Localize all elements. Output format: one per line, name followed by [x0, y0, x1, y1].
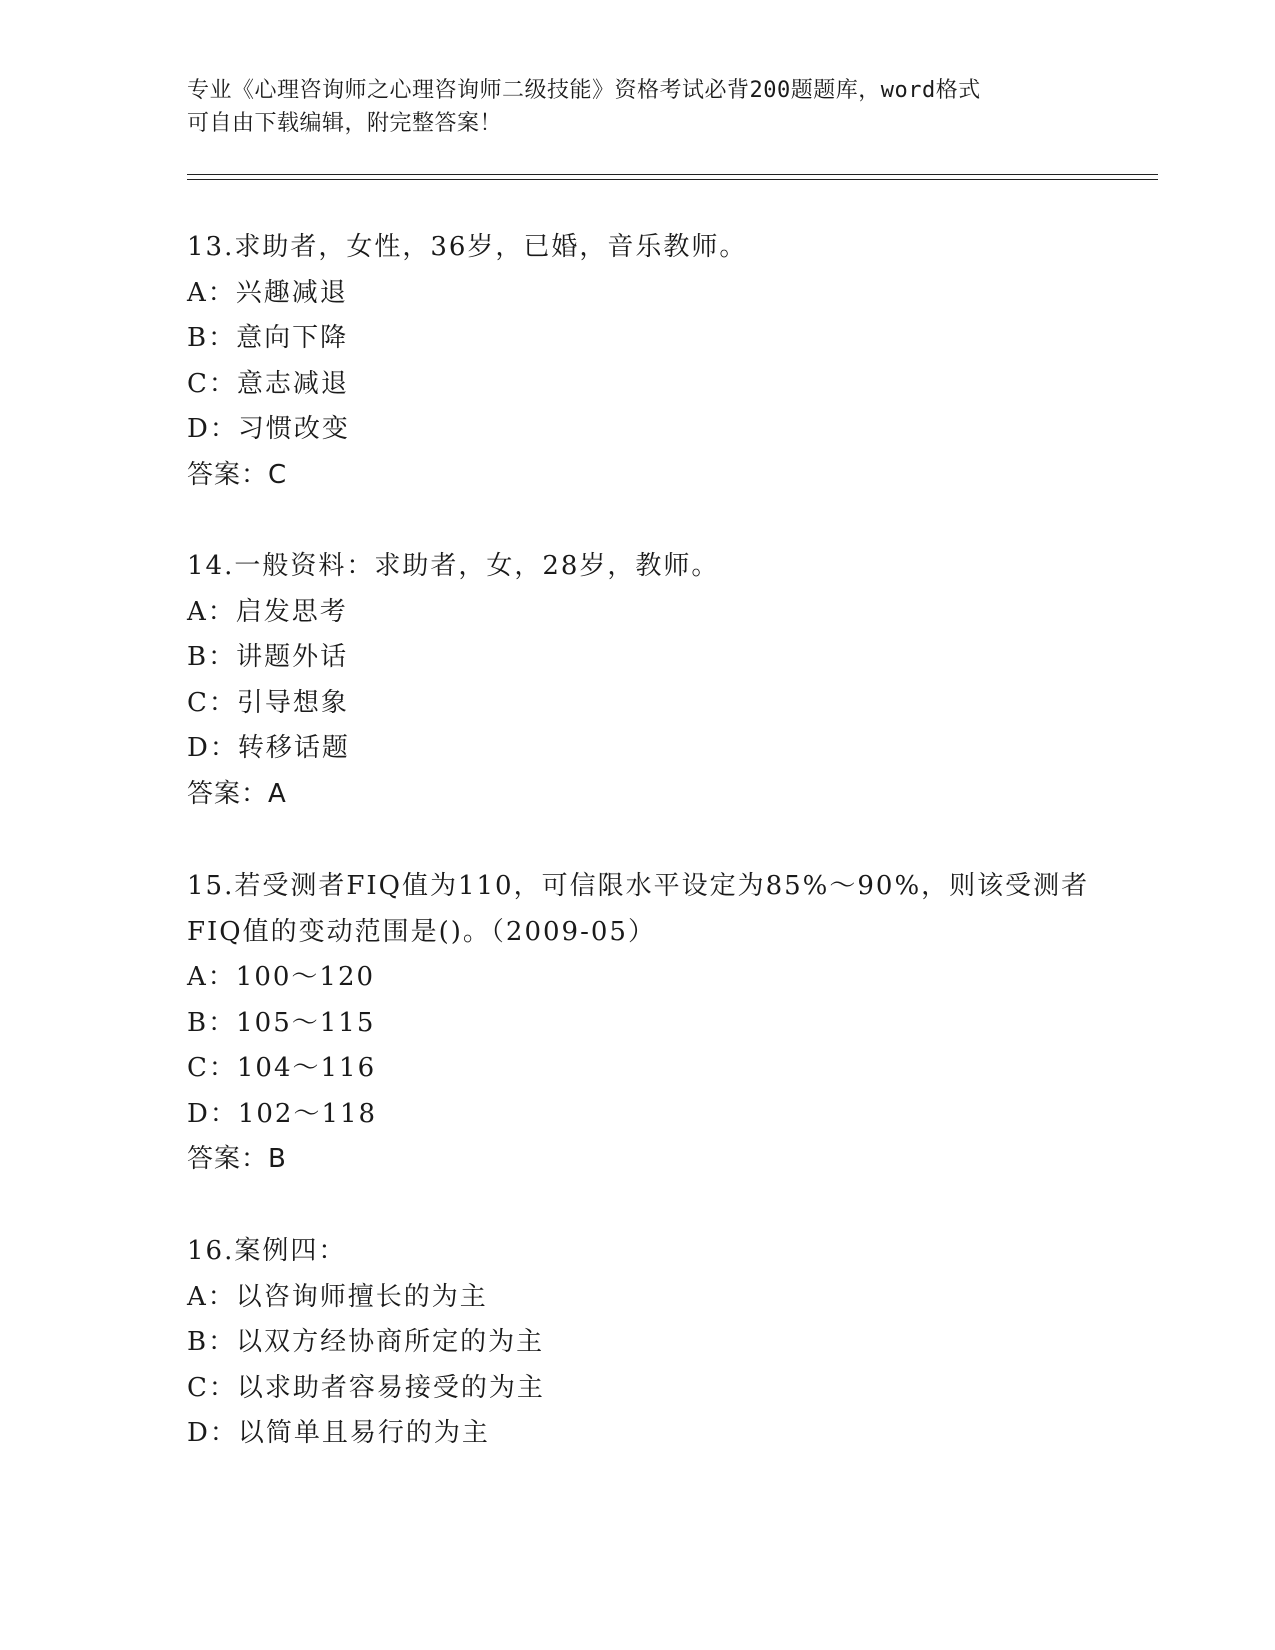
option-a: A：兴趣减退 — [187, 277, 348, 308]
question-16 — [187, 1229, 1147, 1457]
header-line-1: 专业《心理咨询师之心理咨询师二级技能》资格考试必背200题题库，word格式 — [187, 78, 981, 103]
option-b: B：讲题外话 — [187, 642, 349, 672]
header-line-2: 可自由下载编辑，附完整答案！ — [187, 111, 503, 136]
option-b: B：以双方经协商所定的为主 — [187, 1327, 545, 1357]
answer: 答案：B — [187, 1144, 287, 1174]
question-stem: 14.一般资料：求助者，女，28岁，教师。 — [187, 551, 720, 581]
option-d: D：习惯改变 — [187, 414, 350, 444]
header-rule-top — [187, 174, 1158, 175]
option-c: C：104～116 — [187, 1053, 377, 1083]
document-header — [187, 74, 1087, 140]
option-b: B：105～115 — [187, 1007, 376, 1038]
option-a: A：100～120 — [187, 962, 376, 992]
answer: 答案：A — [187, 778, 287, 809]
option-c: C：以求助者容易接受的为主 — [187, 1372, 545, 1403]
question-15 — [187, 864, 1147, 1183]
option-c: C：意志减退 — [187, 368, 349, 399]
answer: 答案：C — [187, 459, 288, 490]
option-d: D：以简单且易行的为主 — [187, 1418, 490, 1448]
option-d: D：转移话题 — [187, 733, 350, 763]
option-a: A：启发思考 — [187, 596, 348, 627]
option-a: A：以咨询师擅长的为主 — [187, 1281, 488, 1312]
question-13 — [187, 225, 1147, 498]
option-c: C：引导想象 — [187, 687, 349, 718]
question-stem: 16.案例四： — [187, 1236, 347, 1266]
question-stem: 15.若受测者FIQ值为110，可信限水平设定为85%～90%，则该受测者 — [187, 871, 1090, 901]
question-stem-cont: FIQ值的变动范围是()。（2009-05） — [187, 916, 656, 947]
option-d: D：102～118 — [187, 1098, 378, 1129]
question-stem: 13.求助者，女性，36岁，已婚，音乐教师。 — [187, 232, 748, 262]
option-b: B：意向下降 — [187, 323, 349, 353]
question-14 — [187, 544, 1147, 817]
header-rule-bottom — [187, 179, 1158, 180]
